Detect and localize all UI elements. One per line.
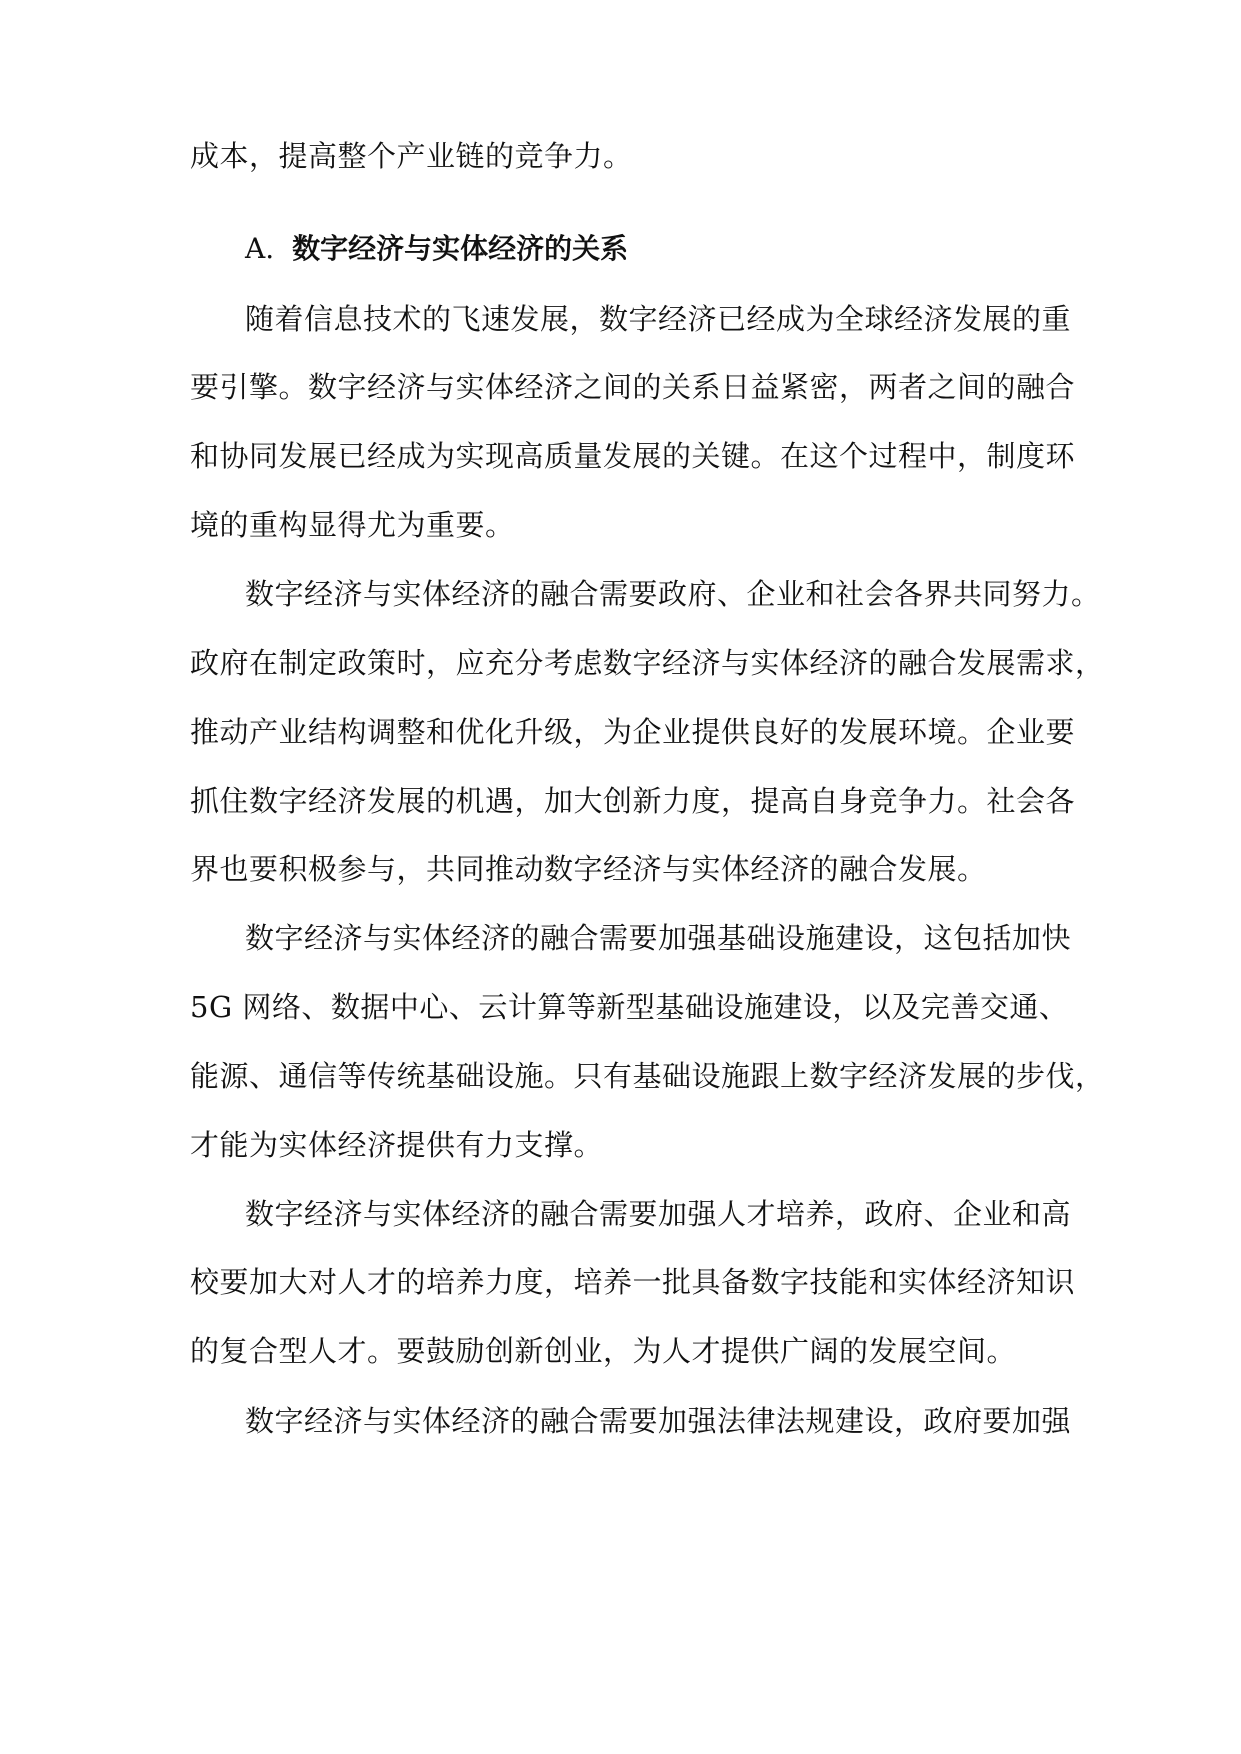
- paragraph-line: 随着信息技术的飞速发展，数字经济已经成为全球经济发展的重: [245, 302, 1072, 336]
- section-marker: A.: [245, 232, 275, 265]
- paragraph-line: 数字经济与实体经济的融合需要加强法律法规建设，政府要加强: [245, 1404, 1072, 1438]
- paragraph-line: 推动产业结构调整和优化升级，为企业提供良好的发展环境。企业要: [190, 715, 1076, 749]
- paragraph-line: 能源、通信等传统基础设施。只有基础设施跟上数字经济发展的步伐，: [190, 1059, 1105, 1093]
- paragraph-line: 境的重构显得尤为重要。: [190, 508, 515, 542]
- paragraph-line: 界也要积极参与，共同推动数字经济与实体经济的融合发展。: [190, 852, 987, 886]
- paragraph-line: 政府在制定政策时，应充分考虑数字经济与实体经济的融合发展需求，: [190, 646, 1105, 680]
- section-heading: [245, 231, 628, 267]
- paragraph-line: 5G 网络、数据中心、云计算等新型基础设施建设，以及完善交通、: [190, 990, 1069, 1024]
- paragraph-line: 抓住数字经济发展的机遇，加大创新力度，提高自身竞争力。社会各: [190, 784, 1076, 818]
- section-title: 数字经济与实体经济的关系: [292, 232, 629, 265]
- paragraph-line: 数字经济与实体经济的融合需要政府、企业和社会各界共同努力。: [245, 577, 1101, 611]
- paragraph-line: 和协同发展已经成为实现高质量发展的关键。在这个过程中，制度环: [190, 439, 1076, 473]
- paragraph-line: 的复合型人才。要鼓励创新创业，为人才提供广阔的发展空间。: [190, 1334, 1017, 1368]
- paragraph-line: 数字经济与实体经济的融合需要加强基础设施建设，这包括加快: [245, 921, 1072, 955]
- paragraph-line: 才能为实体经济提供有力支撑。: [190, 1128, 604, 1162]
- paragraph-line: 校要加大对人才的培养力度，培养一批具备数字技能和实体经济知识: [190, 1265, 1076, 1299]
- paragraph-line: 要引擎。数字经济与实体经济之间的关系日益紧密，两者之间的融合: [190, 370, 1076, 404]
- paragraph-line: 数字经济与实体经济的融合需要加强人才培养，政府、企业和高: [245, 1197, 1072, 1231]
- opening-fragment: 成本，提高整个产业链的竞争力。: [190, 139, 633, 173]
